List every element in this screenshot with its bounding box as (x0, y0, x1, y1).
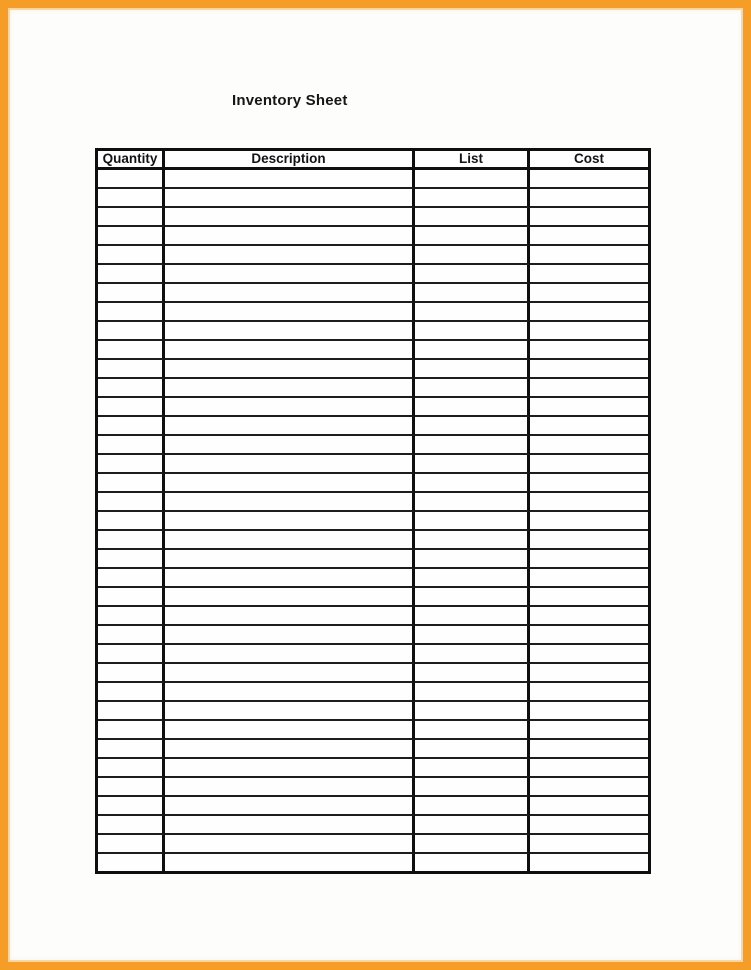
cell-cost (530, 778, 648, 797)
cell-list (415, 645, 530, 664)
cell-list (415, 797, 530, 816)
cell-quantity (98, 360, 165, 379)
cell-quantity (98, 778, 165, 797)
cell-quantity (98, 550, 165, 569)
cell-list (415, 550, 530, 569)
cell-cost (530, 721, 648, 740)
cell-list (415, 322, 530, 341)
cell-quantity (98, 170, 165, 189)
cell-description (165, 341, 415, 360)
cell-quantity (98, 512, 165, 531)
cell-list (415, 436, 530, 455)
cell-description (165, 398, 415, 417)
cell-quantity (98, 797, 165, 816)
cell-cost (530, 759, 648, 778)
cell-description (165, 436, 415, 455)
cell-quantity (98, 284, 165, 303)
cell-description (165, 702, 415, 721)
cell-description (165, 778, 415, 797)
cell-description (165, 550, 415, 569)
cell-cost (530, 474, 648, 493)
cell-list (415, 531, 530, 550)
cell-description (165, 208, 415, 227)
cell-description (165, 417, 415, 436)
inventory-table (95, 148, 651, 874)
cell-cost (530, 512, 648, 531)
cell-cost (530, 379, 648, 398)
cell-cost (530, 455, 648, 474)
cell-list (415, 512, 530, 531)
cell-list (415, 854, 530, 871)
cell-cost (530, 854, 648, 871)
cell-description (165, 683, 415, 702)
cell-cost (530, 645, 648, 664)
column-header-cost: Cost (530, 151, 648, 170)
cell-cost (530, 227, 648, 246)
cell-cost (530, 607, 648, 626)
cell-cost (530, 189, 648, 208)
cell-cost (530, 569, 648, 588)
cell-description (165, 493, 415, 512)
cell-description (165, 721, 415, 740)
cell-cost (530, 531, 648, 550)
cell-description (165, 265, 415, 284)
cell-list (415, 721, 530, 740)
cell-quantity (98, 569, 165, 588)
cell-list (415, 683, 530, 702)
cell-cost (530, 398, 648, 417)
cell-cost (530, 740, 648, 759)
cell-description (165, 322, 415, 341)
cell-description (165, 588, 415, 607)
cell-quantity (98, 702, 165, 721)
cell-quantity (98, 189, 165, 208)
cell-quantity (98, 303, 165, 322)
cell-description (165, 569, 415, 588)
cell-description (165, 626, 415, 645)
cell-list (415, 360, 530, 379)
cell-cost (530, 550, 648, 569)
cell-quantity (98, 208, 165, 227)
cell-quantity (98, 531, 165, 550)
cell-quantity (98, 398, 165, 417)
cell-list (415, 569, 530, 588)
cell-list (415, 493, 530, 512)
cell-description (165, 645, 415, 664)
cell-list (415, 816, 530, 835)
cell-description (165, 740, 415, 759)
cell-description (165, 246, 415, 265)
cell-quantity (98, 645, 165, 664)
cell-list (415, 588, 530, 607)
cell-quantity (98, 474, 165, 493)
cell-quantity (98, 341, 165, 360)
cell-list (415, 778, 530, 797)
cell-quantity (98, 436, 165, 455)
cell-quantity (98, 607, 165, 626)
cell-list (415, 455, 530, 474)
cell-cost (530, 322, 648, 341)
cell-cost (530, 664, 648, 683)
cell-cost (530, 683, 648, 702)
cell-description (165, 455, 415, 474)
cell-cost (530, 208, 648, 227)
cell-description (165, 227, 415, 246)
cell-quantity (98, 455, 165, 474)
cell-cost (530, 588, 648, 607)
cell-description (165, 303, 415, 322)
cell-description (165, 170, 415, 189)
cell-cost (530, 360, 648, 379)
cell-list (415, 170, 530, 189)
cell-list (415, 417, 530, 436)
cell-cost (530, 265, 648, 284)
cell-cost (530, 284, 648, 303)
cell-list (415, 379, 530, 398)
cell-list (415, 246, 530, 265)
cell-description (165, 664, 415, 683)
cell-description (165, 797, 415, 816)
cell-cost (530, 417, 648, 436)
cell-list (415, 835, 530, 854)
cell-quantity (98, 683, 165, 702)
cell-description (165, 360, 415, 379)
cell-list (415, 626, 530, 645)
cell-list (415, 265, 530, 284)
cell-list (415, 702, 530, 721)
cell-description (165, 284, 415, 303)
page-title: Inventory Sheet (232, 92, 348, 109)
cell-quantity (98, 854, 165, 871)
cell-list (415, 189, 530, 208)
cell-quantity (98, 759, 165, 778)
column-header-description: Description (165, 151, 415, 170)
cell-cost (530, 493, 648, 512)
cell-description (165, 816, 415, 835)
cell-description (165, 854, 415, 871)
cell-cost (530, 816, 648, 835)
cell-description (165, 759, 415, 778)
cell-list (415, 664, 530, 683)
cell-quantity (98, 265, 165, 284)
cell-cost (530, 170, 648, 189)
cell-quantity (98, 588, 165, 607)
cell-description (165, 835, 415, 854)
cell-list (415, 474, 530, 493)
cell-quantity (98, 816, 165, 835)
cell-list (415, 227, 530, 246)
cell-quantity (98, 322, 165, 341)
cell-cost (530, 626, 648, 645)
cell-quantity (98, 835, 165, 854)
cell-cost (530, 436, 648, 455)
cell-quantity (98, 626, 165, 645)
cell-quantity (98, 493, 165, 512)
cell-list (415, 607, 530, 626)
cell-quantity (98, 740, 165, 759)
cell-list (415, 284, 530, 303)
cell-description (165, 512, 415, 531)
cell-description (165, 474, 415, 493)
cell-cost (530, 797, 648, 816)
cell-list (415, 740, 530, 759)
cell-list (415, 398, 530, 417)
cell-quantity (98, 721, 165, 740)
cell-description (165, 531, 415, 550)
column-header-list: List (415, 151, 530, 170)
cell-quantity (98, 227, 165, 246)
cell-quantity (98, 417, 165, 436)
cell-quantity (98, 246, 165, 265)
cell-cost (530, 835, 648, 854)
cell-cost (530, 246, 648, 265)
cell-description (165, 379, 415, 398)
cell-description (165, 607, 415, 626)
cell-description (165, 189, 415, 208)
cell-list (415, 208, 530, 227)
cell-list (415, 759, 530, 778)
cell-quantity (98, 664, 165, 683)
cell-cost (530, 303, 648, 322)
cell-list (415, 341, 530, 360)
cell-list (415, 303, 530, 322)
cell-cost (530, 341, 648, 360)
cell-quantity (98, 379, 165, 398)
cell-cost (530, 702, 648, 721)
column-header-quantity: Quantity (98, 151, 165, 170)
